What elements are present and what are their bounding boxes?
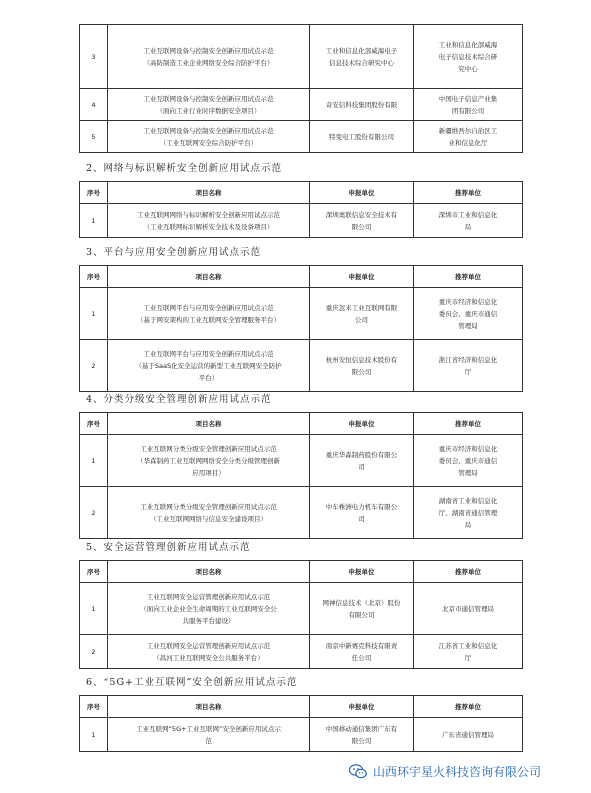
header-recommender: 推荐单位 bbox=[414, 413, 523, 435]
table-header-row bbox=[80, 182, 523, 204]
header-no: 序号 bbox=[80, 696, 108, 718]
header-no: 序号 bbox=[80, 182, 108, 204]
header-project-name: 项目名称 bbox=[108, 561, 310, 583]
table-header-row bbox=[80, 413, 523, 435]
table-row bbox=[80, 340, 523, 392]
header-applicant: 申报单位 bbox=[310, 266, 414, 288]
section-title: 6、“5G+工业互联网”安全创新应用试点示范 bbox=[86, 677, 298, 688]
cell-applicant: 网神信息技术（北京）股份 有限公司 bbox=[322, 598, 401, 619]
cell-recommender: 工业和信息化部威海 电子信息技术综合研 究中心 bbox=[438, 40, 498, 73]
header-no: 序号 bbox=[80, 561, 108, 583]
cell-applicant: 工业和信息化部威海电子 信息技术综合研究中心 bbox=[325, 46, 398, 67]
wechat-icon bbox=[349, 764, 367, 779]
cell-applicant: 特变电工股份有限公司 bbox=[329, 132, 394, 141]
table-row bbox=[80, 25, 523, 89]
cell-project-name: 工业互联网平台与应用安全创新应用试点示范 （基于SaaS化安全运营的新型工业互联网安全防护 平台） bbox=[135, 349, 282, 382]
cell-no: 1 bbox=[80, 583, 108, 635]
cell-no: 1 bbox=[80, 204, 108, 238]
cell-project-name: 工业互联网网络与标识解析安全创新应用试点示范 （工业互联网标识解析安全技术及设备项目） bbox=[137, 210, 280, 231]
cell-no: 1 bbox=[80, 435, 108, 487]
cell-no: 2 bbox=[80, 340, 108, 392]
cell-recommender: 浙江省经济和信息化 厅 bbox=[438, 355, 498, 376]
cell-applicant: 中国移动通信集团广东有 限公司 bbox=[325, 724, 398, 745]
header-project-name: 项目名称 bbox=[108, 413, 310, 435]
table-classification bbox=[79, 412, 523, 539]
table-device-control bbox=[79, 24, 523, 153]
watermark bbox=[349, 763, 541, 780]
section-title: 5、安全运营管理创新应用试点示范 bbox=[86, 542, 251, 553]
section-title: 4、分类分级安全管理创新应用试点示范 bbox=[86, 394, 272, 405]
cell-applicant: 中车株洲电力机车有限公 司 bbox=[325, 502, 398, 523]
table-header-row bbox=[80, 561, 523, 583]
cell-recommender: 广东省通信管理局 bbox=[442, 730, 494, 739]
cell-no: 1 bbox=[80, 288, 108, 340]
table-header-row bbox=[80, 266, 523, 288]
header-project-name: 项目名称 bbox=[108, 182, 310, 204]
cell-recommender: 重庆市经济和信息化 委员会、重庆市通信 管理局 bbox=[438, 297, 498, 330]
table-row bbox=[80, 718, 523, 752]
cell-recommender: 中国电子信息产业集 团有限公司 bbox=[438, 94, 498, 115]
table-row bbox=[80, 89, 523, 121]
header-applicant: 申报单位 bbox=[310, 561, 414, 583]
section-title: 3、平台与应用安全创新应用试点示范 bbox=[86, 247, 262, 258]
cell-applicant: 南京中新赛克科技有限责 任公司 bbox=[325, 641, 398, 662]
table-header-row bbox=[80, 696, 523, 718]
header-no: 序号 bbox=[80, 413, 108, 435]
header-project-name: 项目名称 bbox=[108, 266, 310, 288]
header-project-name: 项目名称 bbox=[108, 696, 310, 718]
cell-no: 3 bbox=[80, 25, 108, 89]
cell-recommender: 新疆维吾尔自治区工 业和信息化厅 bbox=[438, 126, 498, 147]
header-applicant: 申报单位 bbox=[310, 413, 414, 435]
cell-applicant: 深圳奥联信息安全技术有 限公司 bbox=[325, 210, 398, 231]
header-recommender: 推荐单位 bbox=[414, 561, 523, 583]
table-row bbox=[80, 288, 523, 340]
cell-project-name: 工业互联网分类分级安全管理创新应用试点示范 （华森制药工业互联网网络安全分类分级管理创新 应用项目） bbox=[137, 444, 280, 477]
header-recommender: 推荐单位 bbox=[414, 182, 523, 204]
table-operations bbox=[79, 560, 523, 669]
cell-no: 1 bbox=[80, 718, 108, 752]
table-row bbox=[80, 121, 523, 153]
header-recommender: 推荐单位 bbox=[414, 696, 523, 718]
cell-recommender: 重庆市经济和信息化 委员会、重庆市通信 管理局 bbox=[438, 444, 498, 477]
table-row bbox=[80, 635, 523, 669]
cell-applicant: 奇安信科技集团股份有限 bbox=[325, 100, 398, 109]
header-recommender: 推荐单位 bbox=[414, 266, 523, 288]
cell-project-name: 工业互联网设备与控制安全创新应用试点示范 （高防制造工业企业网络安全综合防护平台） bbox=[143, 46, 274, 67]
cell-recommender: 深圳市工业和信息化 局 bbox=[438, 210, 498, 231]
header-applicant: 申报单位 bbox=[310, 182, 414, 204]
cell-no: 2 bbox=[80, 635, 108, 669]
table-network-identifier bbox=[79, 181, 523, 238]
cell-recommender: 江苏省工业和信息化 厅 bbox=[438, 641, 498, 662]
cell-project-name: 工业互联网分类分级安全管理创新应用试点示范 （工业互联网网络与信息安全建设项目） bbox=[140, 502, 277, 523]
header-no: 序号 bbox=[80, 266, 108, 288]
table-row bbox=[80, 487, 523, 539]
header-applicant: 申报单位 bbox=[310, 696, 414, 718]
cell-recommender: 北京市通信管理局 bbox=[442, 604, 494, 613]
table-platform-application bbox=[79, 265, 523, 392]
cell-project-name: 工业互联网设备与控制安全创新应用试点示范 （面向工业行业时序数据安全项目） bbox=[143, 94, 274, 115]
cell-no: 5 bbox=[80, 121, 108, 153]
cell-no: 4 bbox=[80, 89, 108, 121]
table-row bbox=[80, 583, 523, 635]
cell-applicant: 重庆华森制药股份有限公 司 bbox=[325, 450, 398, 471]
table-row bbox=[80, 435, 523, 487]
table-5g bbox=[79, 695, 523, 752]
cell-project-name: 工业互联网安全运营管理创新应用试点示范 （昌河工业互联网安全公共服务平台） bbox=[146, 641, 271, 662]
cell-project-name: 工业互联网安全运营管理创新应用试点示范 （面向工业企业全生命周期的工业互联网安全公 共服务平台建设） bbox=[140, 592, 277, 625]
cell-project-name: 工业互联网“5G+工业互联网”安全创新应用试点示 范 bbox=[136, 724, 281, 745]
cell-applicant: 杭州安恒信息技术股份有 限公司 bbox=[325, 355, 398, 376]
cell-project-name: 工业互联网设备与控制安全创新应用试点示范 （工业互联网安全综合防护平台） bbox=[143, 126, 274, 147]
cell-no: 2 bbox=[80, 487, 108, 539]
section-title: 2、网络与标识解析安全创新应用试点示范 bbox=[86, 163, 283, 174]
table-row bbox=[80, 204, 523, 238]
cell-applicant: 重庆忽米工业互联网有限 公司 bbox=[325, 303, 398, 324]
cell-project-name: 工业互联网平台与应用安全创新应用试点示范 （基于网安架构的工业互联网安全管理服务平台） bbox=[137, 303, 280, 324]
watermark-text: 山西环宇星火科技咨询有限公司 bbox=[373, 765, 542, 779]
cell-recommender: 湖南省工业和信息化 厅、湖南省通信管理 局 bbox=[438, 496, 498, 529]
